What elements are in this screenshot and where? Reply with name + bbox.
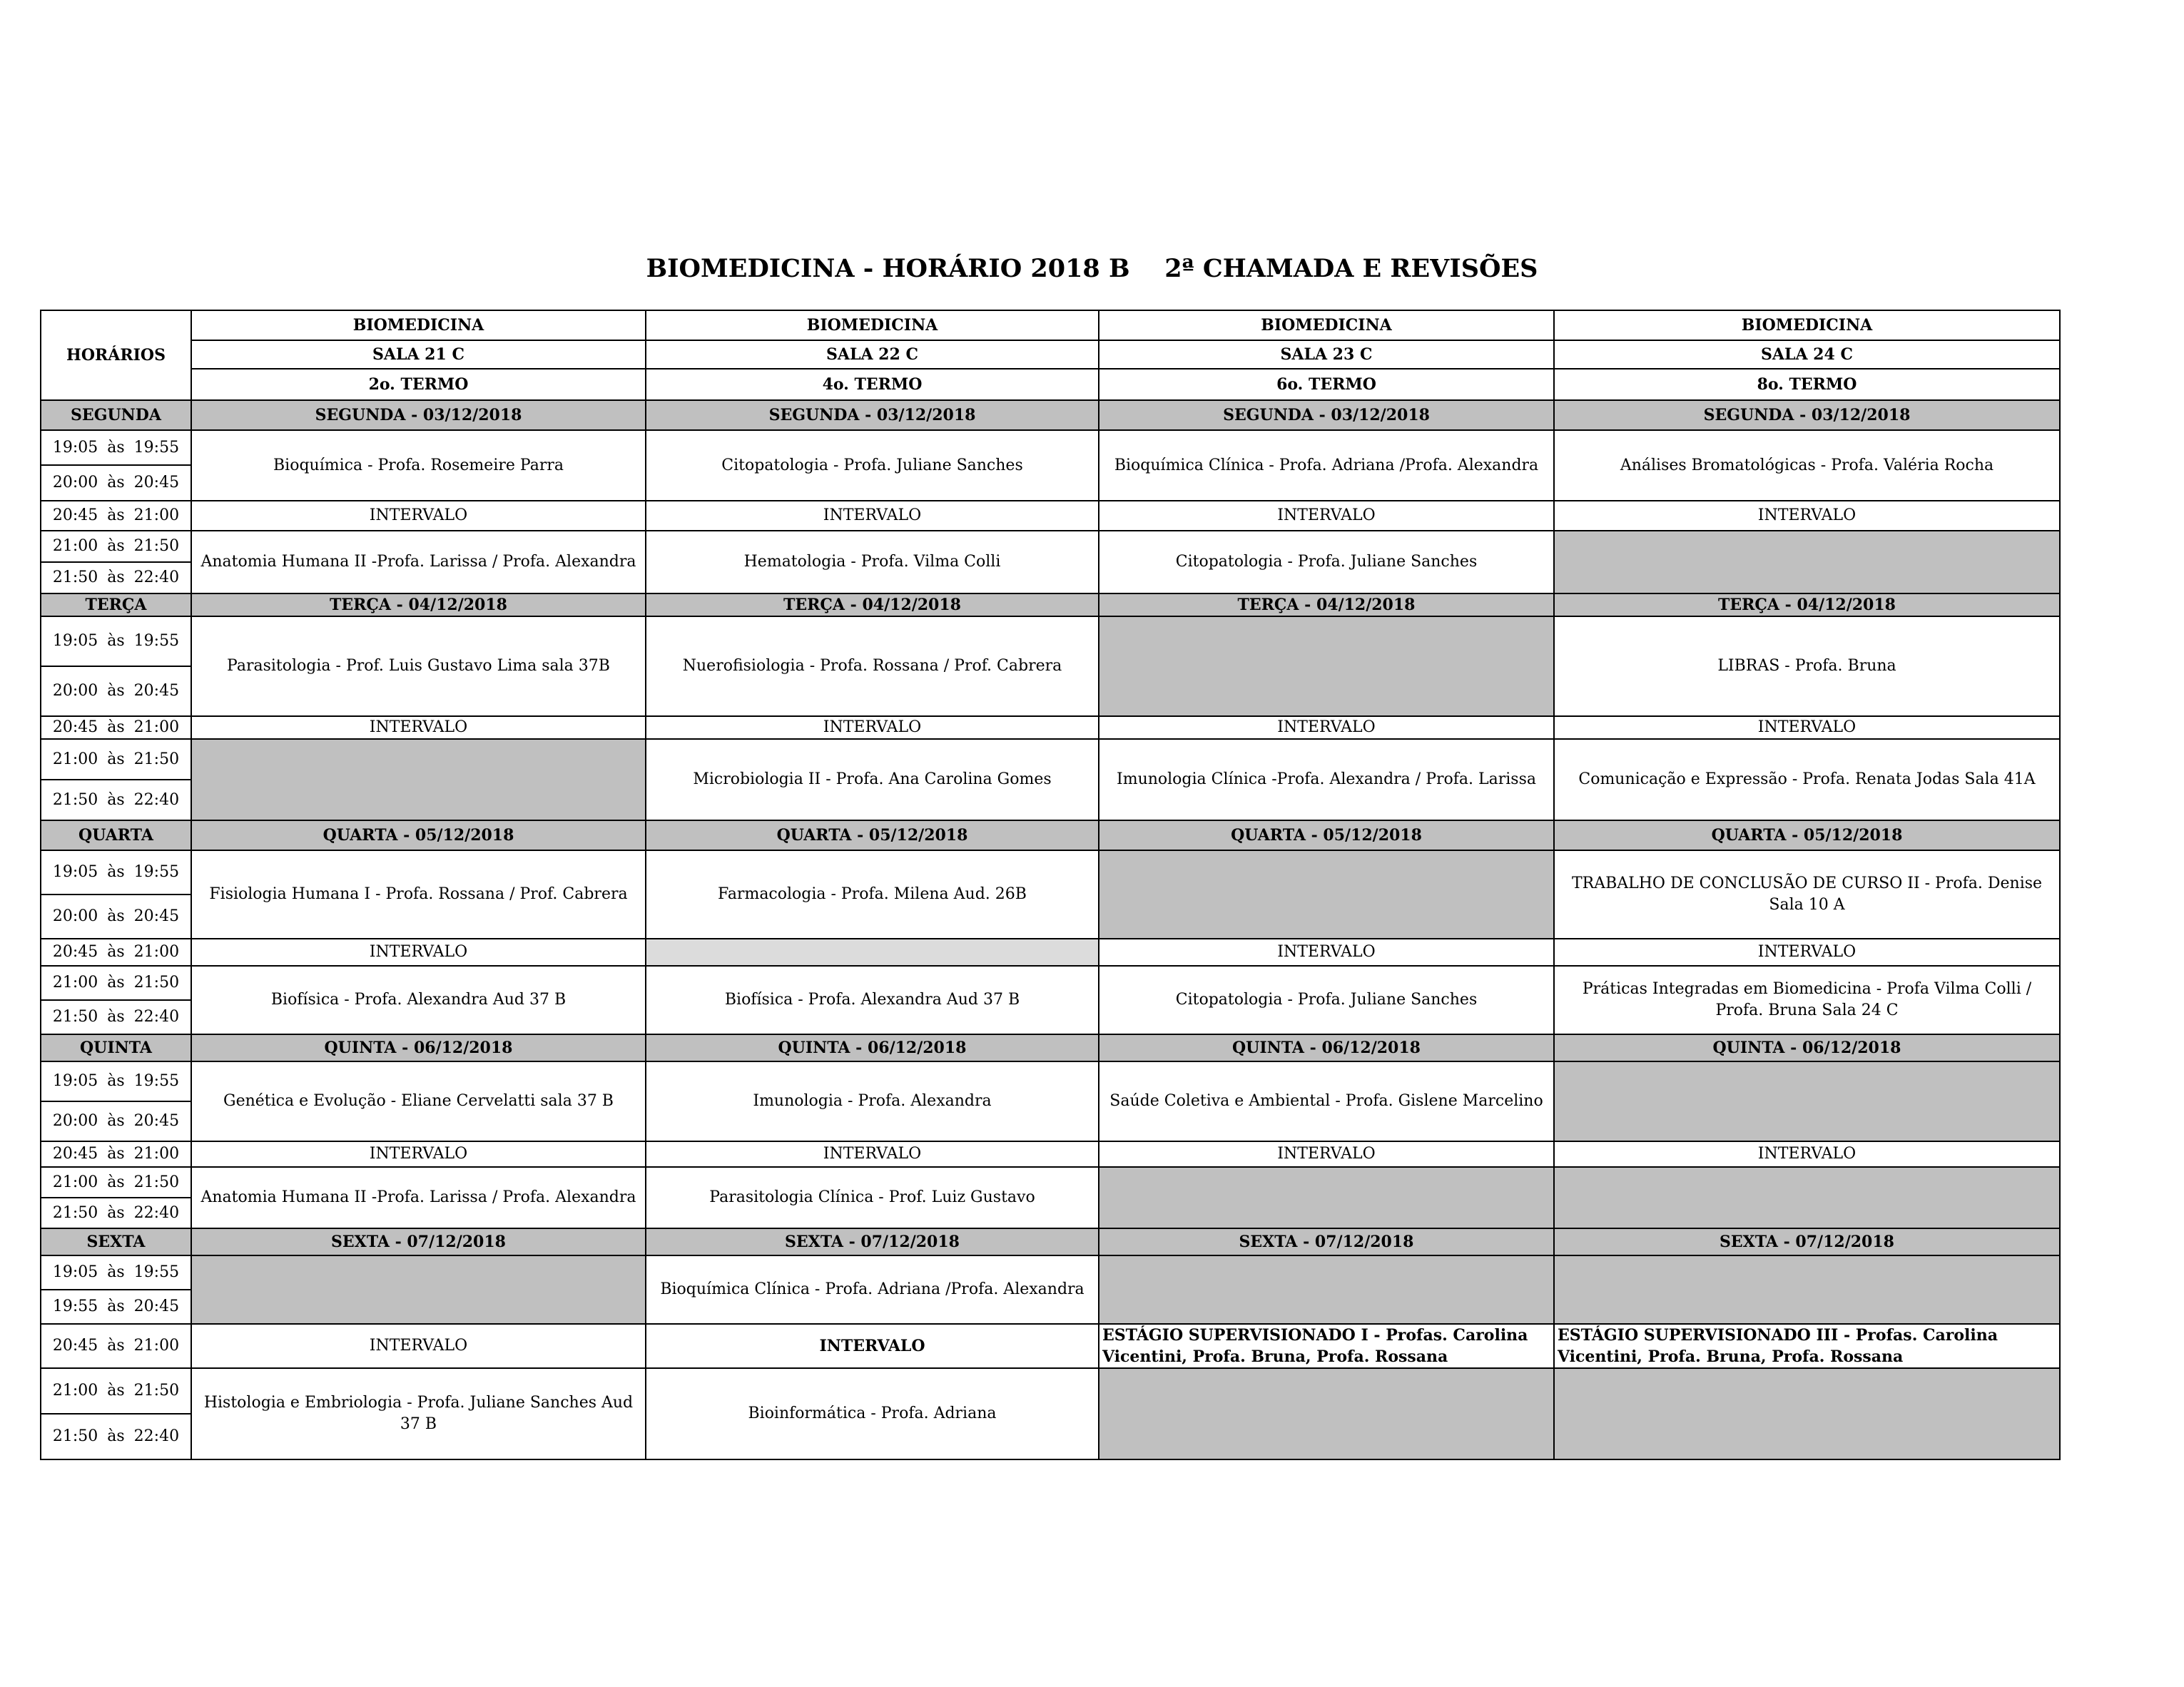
empty-cell	[646, 939, 1099, 966]
break-cell: INTERVALO	[1099, 501, 1554, 531]
time-slot: 19:55 às 20:45	[41, 1290, 191, 1324]
class-cell: Citopatologia - Profa. Juliane Sanches	[1099, 966, 1554, 1034]
time-slot: 21:50 às 22:40	[41, 562, 191, 593]
class-cell: Bioinformática - Profa. Adriana	[646, 1368, 1099, 1459]
break-row	[41, 1141, 2060, 1167]
day-name: SEXTA	[41, 1228, 191, 1255]
day-row-segunda	[41, 400, 2060, 430]
day-row-quinta	[41, 1034, 2060, 1061]
day-date: SEXTA - 07/12/2018	[1554, 1228, 2060, 1255]
class-cell: Parasitologia - Prof. Luis Gustavo Lima sala 37B	[191, 616, 646, 716]
break-cell: INTERVALO	[1099, 939, 1554, 966]
day-date: QUINTA - 06/12/2018	[1554, 1034, 2060, 1061]
empty-cell	[1554, 1167, 2060, 1228]
class-cell: Comunicação e Expressão - Profa. Renata Jodas Sala 41A	[1554, 739, 2060, 820]
break-row	[41, 939, 2060, 966]
time-row	[41, 850, 2060, 895]
break-cell: INTERVALO	[1099, 716, 1554, 739]
time-row	[41, 531, 2060, 562]
day-date: QUARTA - 05/12/2018	[191, 820, 646, 850]
empty-cell	[1099, 1255, 1554, 1324]
class-cell: Fisiologia Humana I - Profa. Rossana / Prof. Cabrera	[191, 850, 646, 939]
empty-cell	[1099, 1368, 1554, 1459]
day-date: SEXTA - 07/12/2018	[1099, 1228, 1554, 1255]
break-row	[41, 716, 2060, 739]
day-date: QUINTA - 06/12/2018	[191, 1034, 646, 1061]
break-row	[41, 501, 2060, 531]
course-header: BIOMEDICINA	[191, 310, 646, 340]
class-cell: Nuerofisiologia - Profa. Rossana / Prof. Cabrera	[646, 616, 1099, 716]
empty-cell	[1099, 616, 1554, 716]
time-slot: 21:50 às 22:40	[41, 1198, 191, 1228]
class-cell: Citopatologia - Profa. Juliane Sanches	[646, 430, 1099, 501]
class-cell: Parasitologia Clínica - Prof. Luiz Gustavo	[646, 1167, 1099, 1228]
time-slot: 21:00 às 21:50	[41, 739, 191, 780]
term-header: 8o. TERMO	[1554, 369, 2060, 400]
break-cell: INTERVALO	[1099, 1141, 1554, 1167]
term-header: 2o. TERMO	[191, 369, 646, 400]
break-cell: INTERVALO	[1554, 501, 2060, 531]
day-date: QUINTA - 06/12/2018	[646, 1034, 1099, 1061]
empty-cell	[1554, 1061, 2060, 1141]
time-slot: 19:05 às 19:55	[41, 430, 191, 465]
break-cell: INTERVALO	[646, 1324, 1099, 1368]
room-header: SALA 22 C	[646, 340, 1099, 369]
empty-cell	[1554, 1255, 2060, 1324]
class-cell: Anatomia Humana II -Profa. Larissa / Profa. Alexandra	[191, 531, 646, 593]
day-date: TERÇA - 04/12/2018	[191, 593, 646, 616]
day-date: QUINTA - 06/12/2018	[1099, 1034, 1554, 1061]
page-title: BIOMEDICINA - HORÁRIO 2018 B 2ª CHAMADA E REVISÕES	[646, 254, 1538, 283]
day-date: TERÇA - 04/12/2018	[646, 593, 1099, 616]
course-header: BIOMEDICINA	[646, 310, 1099, 340]
time-row	[41, 1167, 2060, 1198]
time-slot: 20:00 às 20:45	[41, 895, 191, 939]
term-header: 6o. TERMO	[1099, 369, 1554, 400]
day-date: QUARTA - 05/12/2018	[1554, 820, 2060, 850]
day-name: QUINTA	[41, 1034, 191, 1061]
time-row	[41, 1061, 2060, 1101]
empty-cell	[1099, 1167, 1554, 1228]
time-row	[41, 430, 2060, 465]
day-date: SEXTA - 07/12/2018	[191, 1228, 646, 1255]
schedule-table	[40, 310, 2061, 1460]
room-header: SALA 23 C	[1099, 340, 1554, 369]
time-slot: 20:45 às 21:00	[41, 1324, 191, 1368]
time-slot: 19:05 às 19:55	[41, 616, 191, 666]
break-row	[41, 1324, 2060, 1368]
time-slot: 21:00 às 21:50	[41, 1368, 191, 1414]
horarios-header: HORÁRIOS	[41, 310, 191, 400]
day-row-quarta	[41, 820, 2060, 850]
course-header: BIOMEDICINA	[1099, 310, 1554, 340]
class-cell: Anatomia Humana II -Profa. Larissa / Profa. Alexandra	[191, 1167, 646, 1228]
room-header: SALA 21 C	[191, 340, 646, 369]
class-cell: Farmacologia - Profa. Milena Aud. 26B	[646, 850, 1099, 939]
day-date: SEGUNDA - 03/12/2018	[1554, 400, 2060, 430]
empty-cell	[1099, 850, 1554, 939]
day-row-terca	[41, 593, 2060, 616]
day-row-sexta	[41, 1228, 2060, 1255]
time-slot: 19:05 às 19:55	[41, 1255, 191, 1290]
day-name: TERÇA	[41, 593, 191, 616]
day-date: SEGUNDA - 03/12/2018	[646, 400, 1099, 430]
time-slot: 21:50 às 22:40	[41, 780, 191, 820]
class-cell: Genética e Evolução - Eliane Cervelatti sala 37 B	[191, 1061, 646, 1141]
class-cell: Imunologia Clínica -Profa. Alexandra / Profa. Larissa	[1099, 739, 1554, 820]
class-cell: Bioquímica - Profa. Rosemeire Parra	[191, 430, 646, 501]
class-cell: Hematologia - Profa. Vilma Colli	[646, 531, 1099, 593]
class-cell: Biofísica - Profa. Alexandra Aud 37 B	[191, 966, 646, 1034]
time-slot: 20:45 às 21:00	[41, 1141, 191, 1167]
time-slot: 21:00 às 21:50	[41, 966, 191, 1000]
break-cell: INTERVALO	[646, 716, 1099, 739]
break-cell: INTERVALO	[1554, 939, 2060, 966]
day-date: QUARTA - 05/12/2018	[1099, 820, 1554, 850]
class-cell: LIBRAS - Profa. Bruna	[1554, 616, 2060, 716]
time-slot: 20:00 às 20:45	[41, 465, 191, 501]
class-cell: Microbiologia II - Profa. Ana Carolina Gomes	[646, 739, 1099, 820]
class-cell: Imunologia - Profa. Alexandra	[646, 1061, 1099, 1141]
break-cell: INTERVALO	[191, 1324, 646, 1368]
break-cell: INTERVALO	[646, 1141, 1099, 1167]
class-cell: Histologia e Embriologia - Profa. Juliane Sanches Aud 37 B	[191, 1368, 646, 1459]
course-header: BIOMEDICINA	[1554, 310, 2060, 340]
empty-cell	[191, 1255, 646, 1324]
internship-cell: ESTÁGIO SUPERVISIONADO I - Profas. Carolina Vicentini, Profa. Bruna, Profa. Rossana	[1099, 1324, 1554, 1368]
room-header: SALA 24 C	[1554, 340, 2060, 369]
time-slot: 19:05 às 19:55	[41, 1061, 191, 1101]
day-date: SEGUNDA - 03/12/2018	[1099, 400, 1554, 430]
header-row-term	[41, 369, 2060, 400]
empty-cell	[191, 739, 646, 820]
time-row	[41, 966, 2060, 1000]
class-cell: Bioquímica Clínica - Profa. Adriana /Profa. Alexandra	[646, 1255, 1099, 1324]
time-slot: 21:50 às 22:40	[41, 1414, 191, 1459]
day-name: SEGUNDA	[41, 400, 191, 430]
break-cell: INTERVALO	[1554, 1141, 2060, 1167]
header-row-course	[41, 310, 2060, 340]
class-cell: Práticas Integradas em Biomedicina - Profa Vilma Colli / Profa. Bruna Sala 24 C	[1554, 966, 2060, 1034]
time-slot: 20:45 às 21:00	[41, 939, 191, 966]
time-slot: 20:00 às 20:45	[41, 666, 191, 716]
day-date: TERÇA - 04/12/2018	[1554, 593, 2060, 616]
day-date: SEGUNDA - 03/12/2018	[191, 400, 646, 430]
break-cell: INTERVALO	[191, 1141, 646, 1167]
time-slot: 20:45 às 21:00	[41, 501, 191, 531]
day-date: SEXTA - 07/12/2018	[646, 1228, 1099, 1255]
class-cell: Análises Bromatológicas - Profa. Valéria Rocha	[1554, 430, 2060, 501]
day-date: QUARTA - 05/12/2018	[646, 820, 1099, 850]
term-header: 4o. TERMO	[646, 369, 1099, 400]
time-slot: 20:45 às 21:00	[41, 716, 191, 739]
time-slot: 21:00 às 21:50	[41, 531, 191, 562]
time-slot: 19:05 às 19:55	[41, 850, 191, 895]
break-cell: INTERVALO	[646, 501, 1099, 531]
class-cell: Citopatologia - Profa. Juliane Sanches	[1099, 531, 1554, 593]
empty-cell	[1554, 531, 2060, 593]
break-cell: INTERVALO	[1554, 716, 2060, 739]
day-name: QUARTA	[41, 820, 191, 850]
time-slot: 21:00 às 21:50	[41, 1167, 191, 1198]
empty-cell	[1554, 1368, 2060, 1459]
class-cell: Saúde Coletiva e Ambiental - Profa. Gislene Marcelino	[1099, 1061, 1554, 1141]
time-row	[41, 739, 2060, 780]
time-slot: 21:50 às 22:40	[41, 1000, 191, 1034]
time-row	[41, 1368, 2060, 1414]
header-row-room	[41, 340, 2060, 369]
class-cell: TRABALHO DE CONCLUSÃO DE CURSO II - Profa. Denise Sala 10 A	[1554, 850, 2060, 939]
time-slot: 20:00 às 20:45	[41, 1101, 191, 1141]
break-cell: INTERVALO	[191, 716, 646, 739]
internship-cell: ESTÁGIO SUPERVISIONADO III - Profas. Carolina Vicentini, Profa. Bruna, Profa. Rossana	[1554, 1324, 2060, 1368]
class-cell: Bioquímica Clínica - Profa. Adriana /Profa. Alexandra	[1099, 430, 1554, 501]
break-cell: INTERVALO	[191, 939, 646, 966]
time-row	[41, 1255, 2060, 1290]
day-date: TERÇA - 04/12/2018	[1099, 593, 1554, 616]
class-cell: Biofísica - Profa. Alexandra Aud 37 B	[646, 966, 1099, 1034]
break-cell: INTERVALO	[191, 501, 646, 531]
time-row	[41, 616, 2060, 666]
